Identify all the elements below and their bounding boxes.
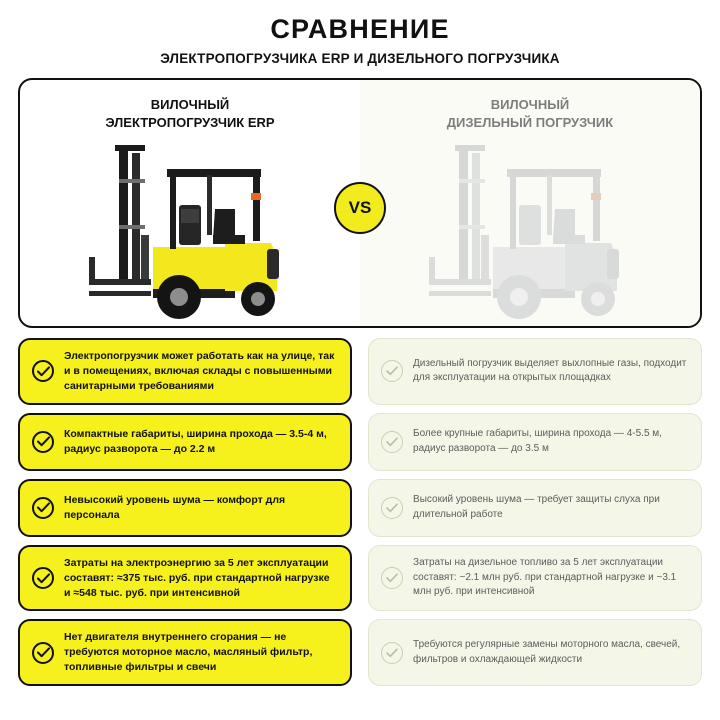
comparison-row bbox=[18, 479, 702, 537]
hero-right-panel bbox=[360, 80, 700, 326]
comparison-row bbox=[18, 338, 702, 405]
comparison-text-diesel: Более крупные габариты, ширина прохода — 4-5.5 м, радиус разворота — до 3.5 м bbox=[413, 428, 662, 454]
comparison-text-electric: Невысокий уровень шума — комфорт для персонала bbox=[64, 493, 286, 521]
page-subtitle: ЭЛЕКТРОПОГРУЗЧИКА ERP И ДИЗЕЛЬНОГО ПОГРУЗЧИКА bbox=[160, 51, 560, 66]
check-icon bbox=[32, 360, 54, 382]
header bbox=[18, 0, 702, 66]
check-icon bbox=[381, 567, 403, 589]
comparison-text-diesel: Высокий уровень шума — требует защиты слуха при длительной работе bbox=[413, 494, 660, 520]
hero-left-panel bbox=[20, 80, 360, 326]
check-icon bbox=[381, 360, 403, 382]
comparison-row bbox=[18, 413, 702, 471]
comparison-text-electric: Компактные габариты, ширина прохода — 3.5-4 м, радиус разворота — до 2.2 м bbox=[64, 427, 327, 455]
check-icon bbox=[381, 642, 403, 664]
check-icon bbox=[381, 497, 403, 519]
comparison-cell-electric bbox=[18, 338, 352, 405]
comparison-cell-electric bbox=[18, 413, 352, 471]
comparison-cell-diesel bbox=[368, 413, 702, 471]
page-title: СРАВНЕНИЕ bbox=[270, 14, 450, 44]
comparison-row bbox=[18, 545, 702, 612]
check-icon bbox=[32, 642, 54, 664]
comparison-cell-electric bbox=[18, 619, 352, 686]
vs-badge: VS bbox=[334, 182, 386, 234]
comparison-row bbox=[18, 619, 702, 686]
check-icon bbox=[32, 431, 54, 453]
comparison-text-electric: Затраты на электроэнергию за 5 лет эксплуатации составят: ≈375 тыс. руб. при стандартной нагрузке и ≈548 тыс. руб. при интенсивной bbox=[64, 556, 330, 599]
comparison-cell-diesel bbox=[368, 338, 702, 405]
comparison-text-diesel: Затраты на дизельное топливо за 5 лет эксплуатации составят: ~2.1 млн руб. при стандартной нагрузке и ~3.1 млн руб. при интенсивной bbox=[413, 557, 677, 598]
comparison-cell-diesel bbox=[368, 619, 702, 686]
comparison-rows bbox=[18, 338, 702, 686]
comparison-text-electric: Электропогрузчик может работать как на улице, так и в помещениях, включая склады с повышенными санитарными требованиями bbox=[64, 350, 335, 392]
electric-forklift-image bbox=[20, 124, 360, 324]
comparison-cell-diesel bbox=[368, 479, 702, 537]
diesel-forklift-image bbox=[360, 124, 700, 324]
comparison-cell-electric bbox=[18, 479, 352, 537]
hero-left-title-line2: ЭЛЕКТРОПОГРУЗЧИК ERP bbox=[105, 114, 275, 130]
comparison-text-diesel: Требуются регулярные замены моторного масла, свечей, фильтров и охлаждающей жидкости bbox=[413, 639, 681, 665]
hero-left-title-line1: ВИЛОЧНЫЙ bbox=[150, 97, 230, 112]
hero-card bbox=[18, 78, 702, 328]
hero-right-title-line2: ДИЗЕЛЬНЫЙ ПОГРУЗЧИК bbox=[446, 114, 614, 130]
comparison-cell-electric bbox=[18, 545, 352, 612]
comparison-text-diesel: Дизельный погрузчик выделяет выхлопные газы, подходит для эксплуатации на открытых площадках bbox=[413, 357, 687, 384]
check-icon bbox=[381, 431, 403, 453]
comparison-cell-diesel bbox=[368, 545, 702, 612]
check-icon bbox=[32, 567, 54, 589]
check-icon bbox=[32, 497, 54, 519]
hero-right-title-line1: ВИЛОЧНЫЙ bbox=[490, 97, 570, 112]
comparison-text-electric: Нет двигателя внутреннего сгорания — не требуются моторное масло, масляный фильтр, топливные фильтры и свечи bbox=[64, 631, 313, 674]
